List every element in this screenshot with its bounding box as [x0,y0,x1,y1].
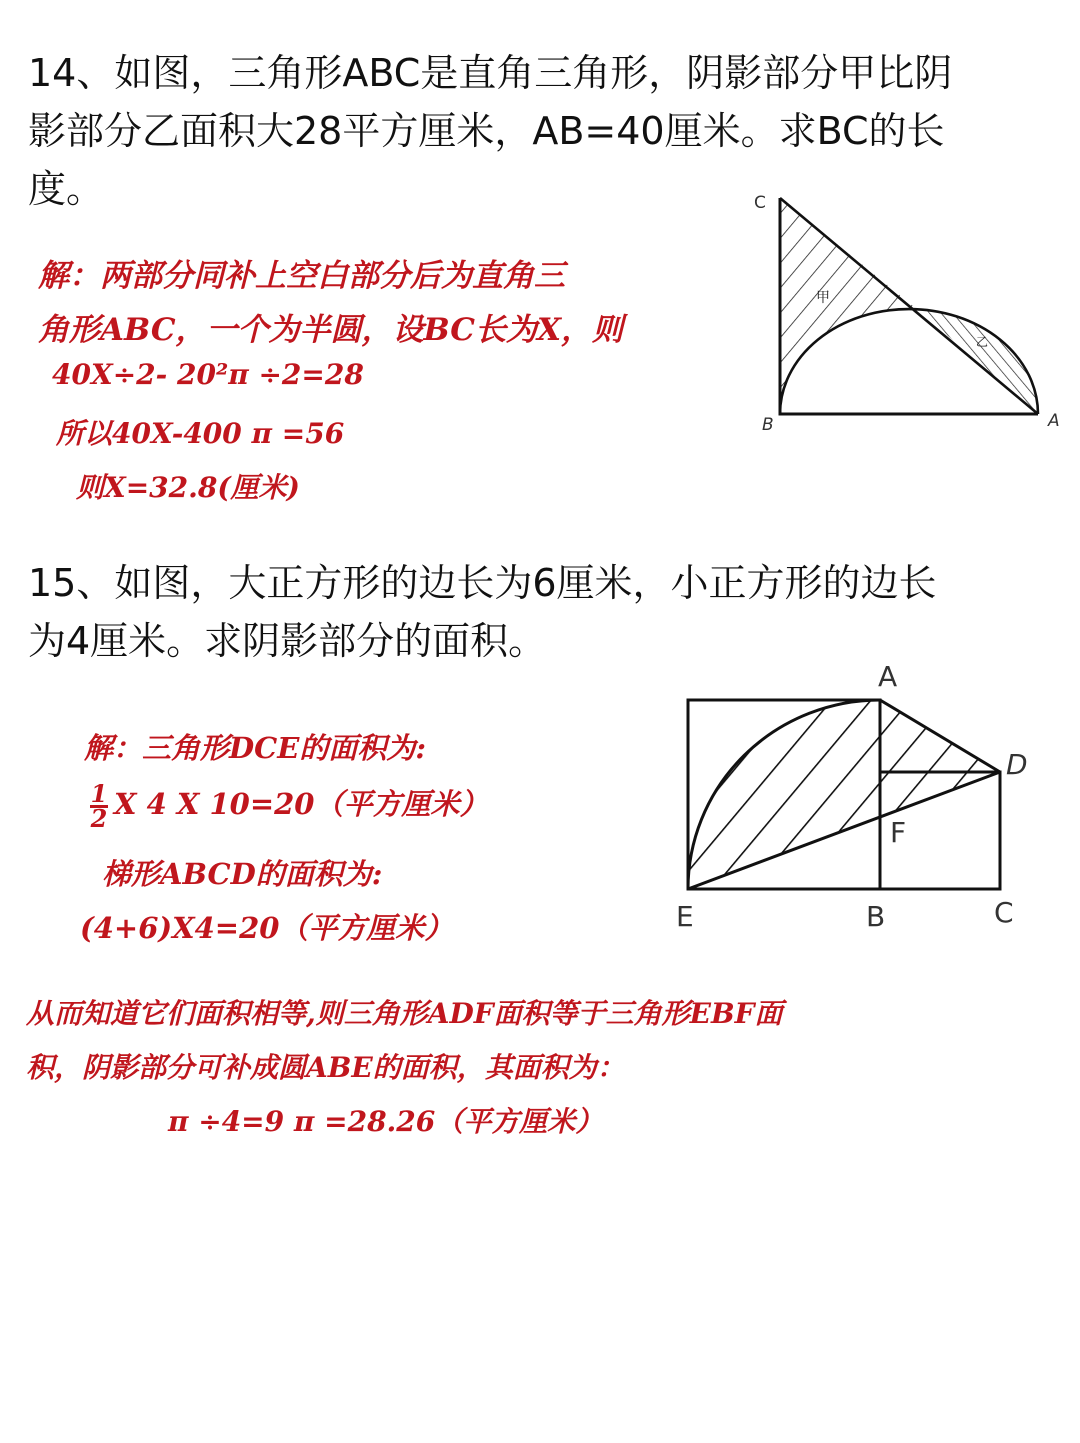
q15-figure [672,656,1042,946]
label-a: A [878,660,898,693]
q14-solution-line-1: 解：两部分同补上空白部分后为直角三 [38,258,565,294]
question-15-line-1: 15、如图，大正方形的边长为6厘米，小正方形的边长 [28,561,937,605]
question-14-line-1: 14、如图，三角形ABC是直角三角形，阴影部分甲比阴 [28,51,953,95]
question-15-line-2: 为4厘米。求阴影部分的面积。 [28,619,547,663]
fraction-denominator: 2 [90,803,108,833]
label-jia: 甲 [816,290,830,306]
label-d: D [1006,748,1028,781]
q14-solution-line-5: 则X=32.8(厘米) [76,471,300,504]
label-yi: 乙 [976,335,989,349]
q14-solution-line-4: 所以40X-400 π =56 [56,417,345,450]
q15-solution-line-1: 解：三角形DCE的面积为: [84,731,427,765]
q14-solution-line-3: 40X÷2- 20²π ÷2=28 [52,358,364,391]
label-e: E [676,900,694,933]
question-14-line-2: 影部分乙面积大28平方厘米，AB=40厘米。求BC的长 [28,109,945,153]
q15-calc-text: X 4 X 10=20（平方厘米） [114,787,489,821]
q15-solution-line-5: 从而知道它们面积相等,则三角形ADF面积等于三角形EBF面 [26,997,783,1030]
shaded-region [688,700,1000,889]
q15-solution-line-6: 积，阴影部分可补成圆ABE的面积，其面积为： [26,1051,625,1084]
q15-solution-line-4: (4+6)X4=20（平方厘米） [80,911,454,945]
q15-solution-line-3: 梯形ABCD的面积为: [102,857,383,891]
q15-solution-line-2 [90,778,489,833]
label-c: C [754,193,766,213]
question-14-line-3: 度。 [28,167,105,211]
label-f: F [890,816,907,849]
q15-solution-line-7: π ÷4=9 π =28.26（平方厘米） [168,1105,604,1138]
label-a: A [1048,411,1060,431]
question-15-text [28,554,1048,670]
fraction-numerator: 1 [90,778,108,808]
fraction-one-half [90,778,108,833]
q14-solution-line-2: 角形ABC，一个为半圆，设BC长为X，则 [38,312,624,348]
label-b: B [866,900,886,933]
q14-figure [740,186,1070,436]
label-c: C [994,896,1014,929]
label-b: B [762,415,774,435]
shaded-region-jia [780,198,917,414]
